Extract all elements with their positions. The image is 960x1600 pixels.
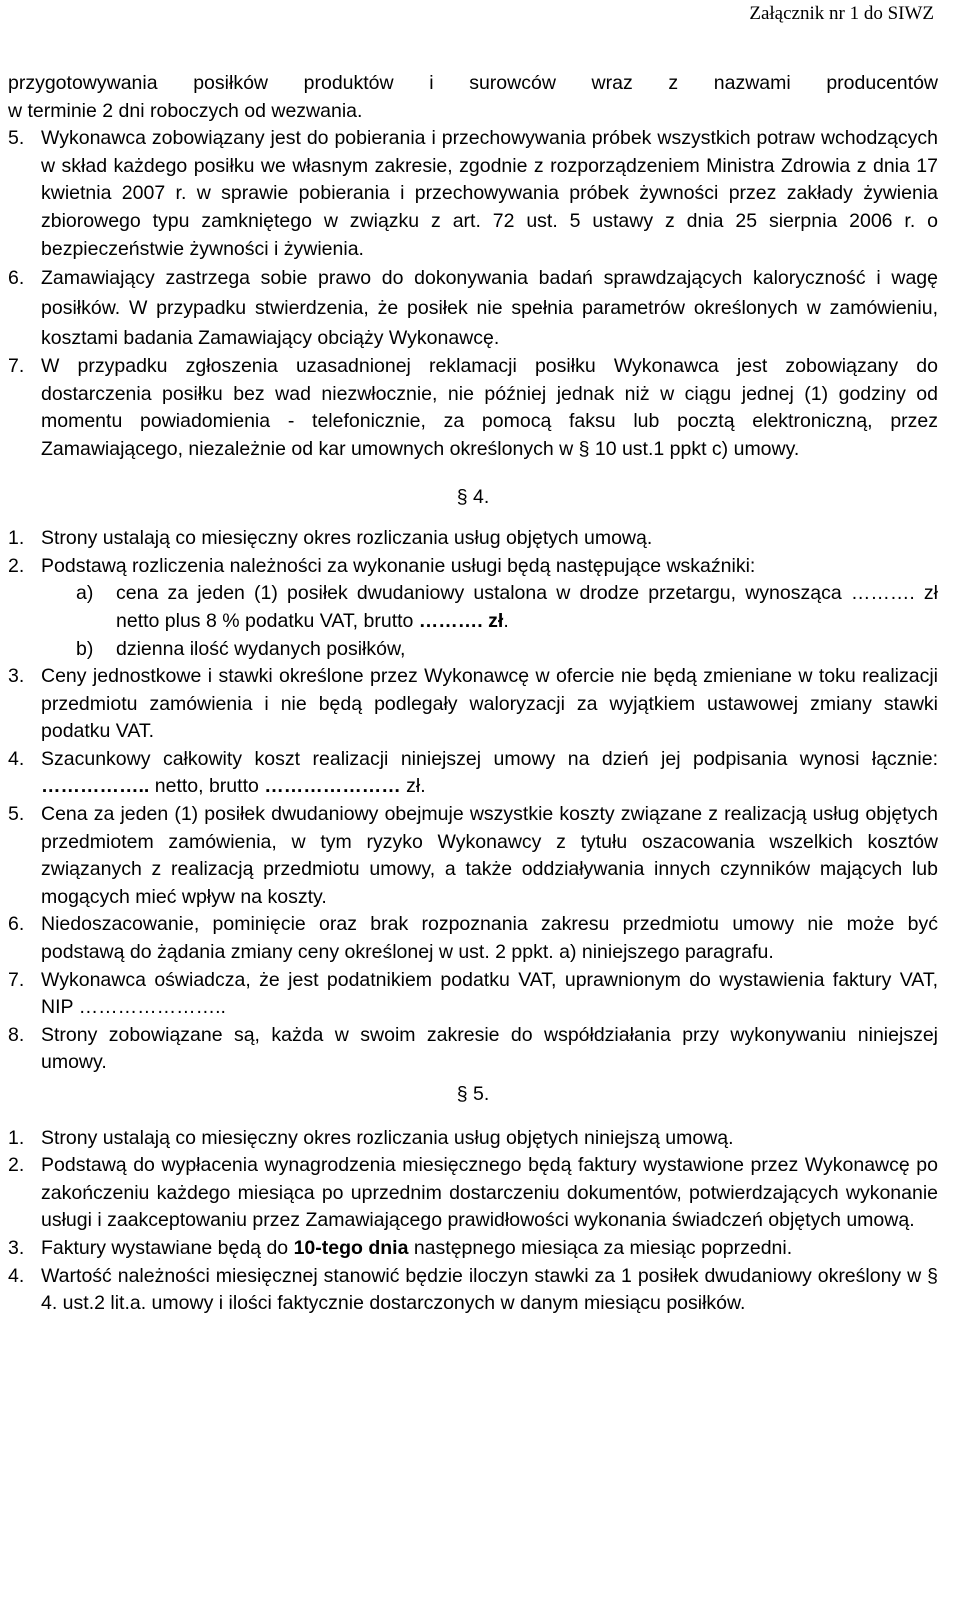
item-number: 6.: [8, 267, 25, 290]
item-text-part: zł.: [400, 775, 426, 798]
list-item: [8, 746, 938, 801]
item-number: 1.: [8, 1126, 25, 1149]
sub-item-label: b): [76, 637, 94, 660]
item-text: Niedoszacowanie, pominięcie oraz brak rozpoznania zakresu przedmiotu umowy nie może być podstawą do żądania zmiany ceny określonej w ust. 2 ppkt. a) niniejszego paragrafu.: [41, 913, 938, 964]
item-number: 3.: [8, 665, 25, 688]
item-text: Strony ustalają co miesięczny okres rozliczania usług objętych umową.: [41, 527, 653, 550]
item-text-part: netto, brutto: [149, 775, 265, 798]
item-text: Cena za jeden (1) posiłek dwudaniowy obejmuje wszystkie koszty związane z realizacją usług objętych przedmiotem zamówienia, w tym ryzyko Wykonawcy z tytułu oszacowania wszelkich kosztów związanych z realizacją przedmiotu umowy, a także oddziaływania innych czynników mających lub mogących mieć wpływ na koszty.: [41, 803, 938, 908]
list-item: [8, 911, 938, 966]
item-number: 4.: [8, 1264, 25, 1287]
list-item: [8, 1235, 938, 1263]
item-text: [41, 746, 938, 801]
list-item: [8, 1022, 938, 1077]
list-item: [8, 525, 938, 553]
sub-item: [76, 580, 938, 635]
sub-item-text: dzienna ilość wydanych posiłków,: [116, 637, 406, 660]
item-number: 7.: [8, 355, 25, 378]
list-item: [8, 801, 938, 911]
item-text: Wykonawca oświadcza, że jest podatnikiem podatku VAT, uprawnionym do wystawienia faktury VAT, NIP …………………..: [41, 968, 938, 1019]
price-gross-placeholder: ………. zł: [418, 609, 504, 632]
item-text: Zamawiający zastrzega sobie prawo do dokonywania badań sprawdzających kaloryczność i wagę posiłków. W przypadku stwierdzenia, że posiłek nie spełnia parametrów określonych w zamówieniu, kosztami badania Zamawiający obciąży Wykonawcę.: [41, 267, 938, 350]
list-item: [8, 967, 938, 1022]
invoice-deadline: 10-tego dnia: [293, 1236, 409, 1259]
list-item: [8, 553, 938, 581]
list-item: [8, 1125, 938, 1153]
sub-item-label: a): [76, 582, 94, 605]
item-text-part: Szacunkowy całkowity koszt realizacji niniejszej umowy na dzień jej podpisania wynosi łącznie:: [41, 747, 938, 770]
intro-line-1: przygotowywania posiłków produktów i surowców wraz z nazwami producentów: [8, 72, 938, 94]
sub-item-text-end: .: [503, 609, 509, 632]
intro-line-2: w terminie 2 dni roboczych od wezwania.: [8, 99, 363, 122]
page-header: Załącznik nr 1 do SIWZ: [749, 3, 934, 24]
item-text: Strony zobowiązane są, każda w swoim zakresie do współdziałania przy wykonywaniu niniejszej umowy.: [41, 1023, 938, 1074]
sub-item: [76, 636, 938, 664]
gross-total-placeholder: …………………: [264, 775, 401, 798]
item-text-part: Faktury wystawiane będą do: [41, 1236, 294, 1259]
item-text: Ceny jednostkowe i stawki określone przez Wykonawcę w ofercie nie będą zmieniane w toku realizacji przedmiotu zamówienia i nie będą podlegały waloryzacji za wyjątkiem ustawowej zmiany stawki podatku VAT.: [41, 665, 938, 743]
item-number: 4.: [8, 747, 25, 770]
item-text-part: następnego miesiąca za miesiąc poprzedni.: [408, 1236, 793, 1259]
net-total-placeholder: ……………..: [41, 775, 150, 798]
item-number: 2.: [8, 554, 25, 577]
list-item: [8, 1263, 938, 1318]
item-text: Podstawą do wypłacenia wynagrodzenia miesięcznego będą faktury wystawione przez Wykonawcę po zakończeniu każdego miesiąca po uprzednim dostarczeniu dokumentów, potwierdzających wykonanie usługi i zaakceptowaniu przez Zamawiającego prawidłowości wykonania świadczeń objętych umową.: [41, 1154, 938, 1232]
item-text: Wykonawca zobowiązany jest do pobierania i przechowywania próbek wszystkich potraw wchodzących w skład każdego posiłku we własnym zakresie, zgodnie z rozporządzeniem Ministra Zdrowia z dnia 17 kwietnia 2007 r. w sprawie pobierania i przechowywania próbek żywności przez zakłady żywienia zbiorowego typu zamkniętego w związku z art. 72 ust. 5 ustawy z dnia 25 sierpnia 2006 r. o bezpieczeństwie żywności i żywienia.: [41, 127, 938, 260]
sub-item-text-part: cena za jeden (1) posiłek dwudaniowy ustalona w drodze przetargu, wynosząca ………. zł netto plus 8 % podatku VAT, brutto: [116, 582, 938, 632]
item-text: Strony ustalają co miesięczny okres rozliczania usług objętych niniejszą umową.: [41, 1126, 734, 1149]
section-heading-5: § 5.: [456, 1083, 490, 1105]
item-number: 5.: [8, 803, 25, 826]
item-number: 3.: [8, 1236, 25, 1259]
item-number: 8.: [8, 1023, 25, 1046]
list-item: [8, 353, 938, 463]
sub-item-text: [116, 580, 938, 635]
list-item: [8, 125, 938, 263]
item-number: 1.: [8, 527, 25, 550]
list-item: [8, 263, 938, 353]
list-item: [8, 663, 938, 746]
item-text: Podstawą rozliczenia należności za wykonanie usługi będą następujące wskaźniki:: [41, 554, 756, 577]
item-number: 2.: [8, 1154, 25, 1177]
item-text: Wartość należności miesięcznej stanowić będzie iloczyn stawki za 1 posiłek dwudaniowy określony w § 4. ust.2 lit.a. umowy i ilości faktycznie dostarczonych w danym miesiącu posiłków.: [41, 1264, 938, 1315]
item-text: [41, 1235, 938, 1263]
item-number: 5.: [8, 127, 25, 150]
list-item: [8, 1152, 938, 1235]
item-number: 7.: [8, 968, 25, 991]
item-text: W przypadku zgłoszenia uzasadnionej reklamacji posiłku Wykonawca jest zobowiązany do dostarczenia posiłku bez wad niezwłocznie, nie później jednak niż w ciągu jednej (1) godziny od momentu powiadomienia - telefonicznie, za pomocą faksu lub pocztą elektroniczną, przez Zamawiającego, niezależnie od kar umownych określonych w § 10 ust.1 ppkt c) umowy.: [41, 355, 938, 460]
document-body: [8, 70, 938, 1318]
item-number: 6.: [8, 913, 25, 936]
section-heading-4: § 4.: [456, 485, 490, 508]
